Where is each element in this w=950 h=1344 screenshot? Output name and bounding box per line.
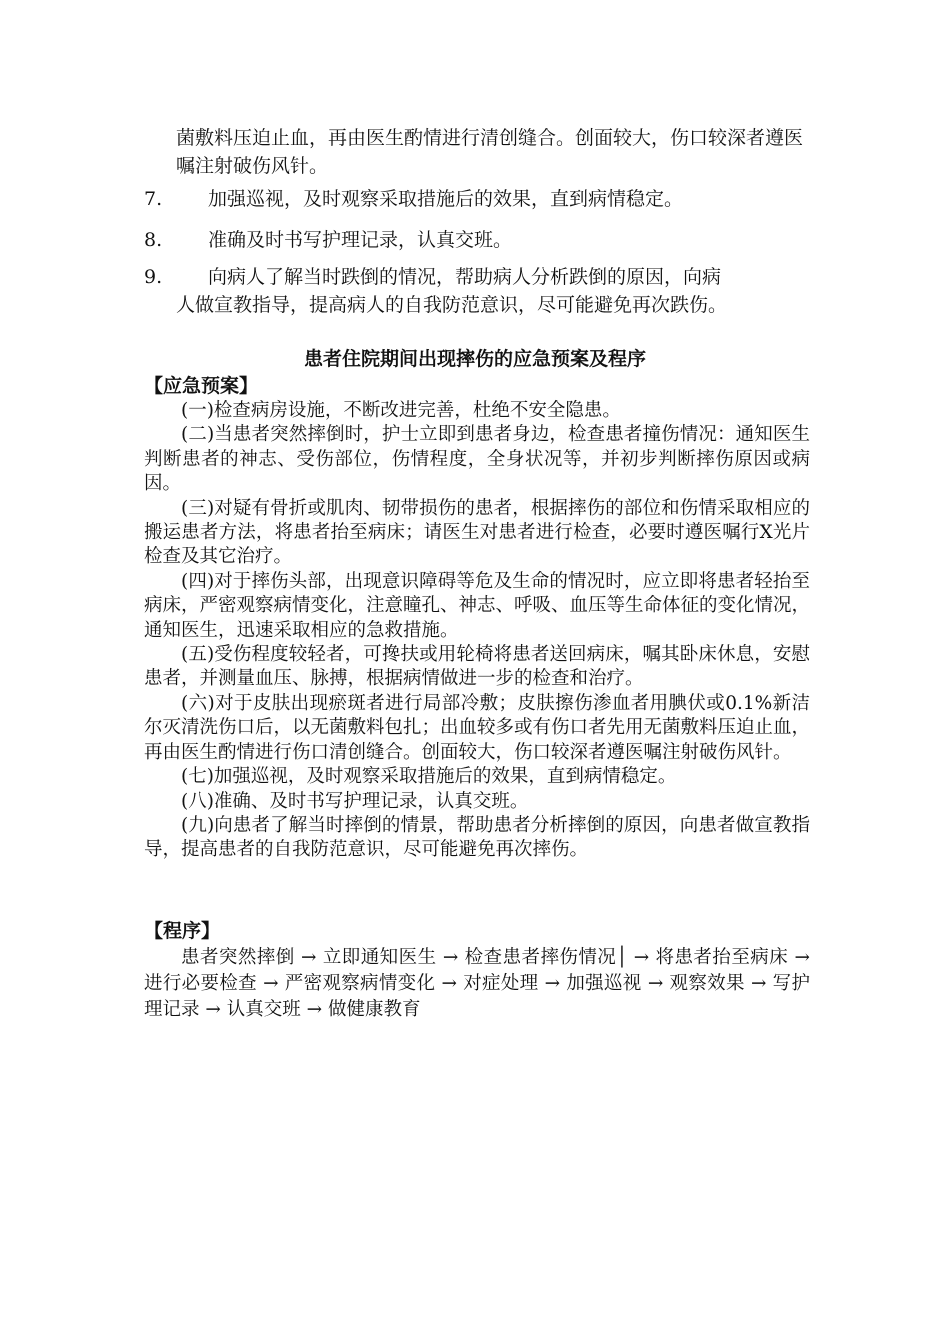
list-text: 向病人了解当时跌倒的情况，帮助病人分析跌倒的原因，向病 (208, 266, 722, 288)
list-text: 准确及时书写护理记录，认真交班。 (208, 229, 513, 251)
list-text: 加强巡视，及时观察采取措施后的效果，直到病情稳定。 (208, 188, 684, 210)
plan-paragraph: (九)向患者了解当时摔倒的情景，帮助患者分析摔倒的原因，向患者做宣教指导，提高患者的自我防范意识，尽可能避免再次摔伤。 (144, 814, 810, 861)
plan-paragraph: (二)当患者突然摔倒时，护士立即到患者身边，检查患者撞伤情况：通知医生判断患者的神志、受伤部位，伤情程度，全身状况等，并初步判断摔伤原因或病因。 (144, 424, 810, 495)
section-title: 患者住院期间出现摔伤的应急预案及程序 (303, 348, 646, 370)
list-text-continued: 人做宣教指导，提高病人的自我防范意识，尽可能避免再次跌伤。 (176, 294, 728, 316)
plan-paragraph: (三)对疑有骨折或肌肉、韧带损伤的患者，根据摔伤的部位和伤情采取相应的搬运患者方法，将患者抬至病床；请医生对患者进行检查，必要时遵医嘱行X光片检查及其它治疗。 (144, 497, 810, 568)
procedure-heading: 【程序】 (144, 920, 221, 942)
plan-paragraph: (五)受伤程度较轻者，可搀扶或用轮椅将患者送回病床，嘱其卧床休息，安慰患者，并测量血压、脉搏，根据病情做进一步的检查和治疗。 (144, 644, 810, 690)
list-number: 7. (144, 188, 163, 210)
list-number: 9. (144, 266, 163, 288)
plan-paragraph: (七)加强巡视，及时观察采取措施后的效果，直到病情稳定。 (181, 766, 677, 788)
list-item-7 (144, 185, 824, 213)
list-item-9 (144, 263, 824, 319)
plan-paragraph: (八)准确、及时书写护理记录，认真交班。 (181, 790, 529, 812)
continuation-text: 菌敷料压迫止血，再由医生酌情进行清创缝合。创面较大，伤口较深者遵医嘱注射破伤风针。 (176, 127, 804, 177)
plan-body (144, 399, 810, 863)
list-item-8 (144, 226, 824, 254)
plan-paragraph: (四)对于摔伤头部，出现意识障碍等危及生命的情况时，应立即将患者轻抬至病床，严密观察病情变化，注意瞳孔、神志、呼吸、血压等生命体征的变化情况，通知医生，迅速采取相应的急救措施。 (144, 570, 811, 641)
procedure-flow: 患者突然摔倒 → 立即通知医生 → 检查患者摔伤情况│ → 将患者抬至病床 → 进行必要检查 → 严密观察病情变化 → 对症处理 → 加强巡视 → 观察效果 → 写护理记录 → 认真交班 → 做健康教育 (144, 947, 810, 1020)
plan-paragraph: (六)对于皮肤出现瘀斑者进行局部冷敷；皮肤擦伤渗血者用腆伏或0.1%新洁尔灭清洗伤口后，以无菌敷料包扎；出血较多或有伤口者先用无菌敷料压迫止血，再由医生酌情进行伤口清创缝合。创面较大，伤口较深者遵医嘱注射破伤风针。 (144, 692, 811, 763)
list-number: 8. (144, 229, 163, 251)
plan-paragraph: (一)检查病房设施，不断改进完善，杜绝不安全隐患。 (181, 400, 621, 421)
plan-heading: 【应急预案】 (144, 375, 259, 397)
